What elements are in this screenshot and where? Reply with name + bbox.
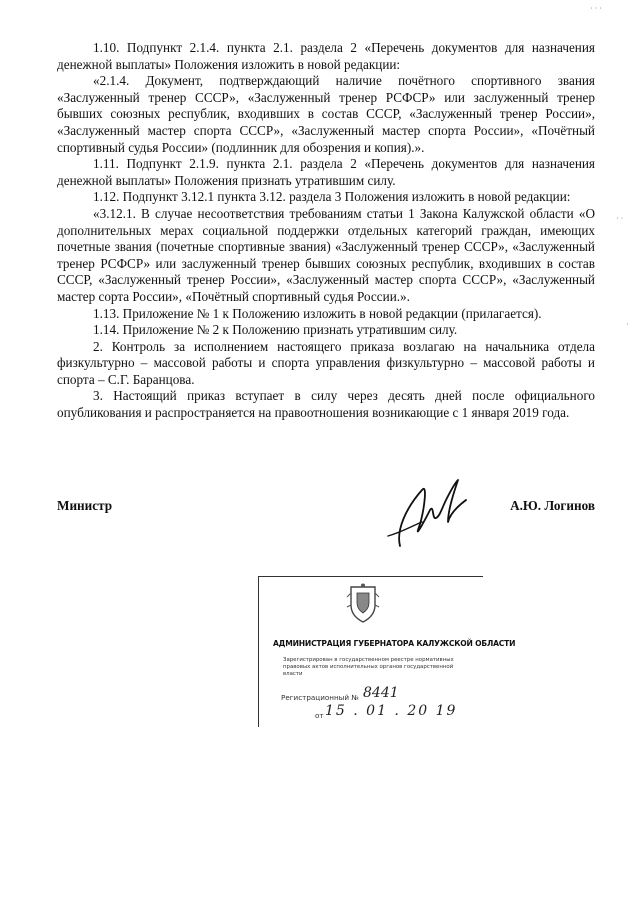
stamp-reg-number: 8441: [363, 685, 399, 701]
registration-stamp: [258, 576, 516, 727]
paragraph-1-12: 1.12. Подпункт 3.12.1 пункта 3.12. раздела 3 Положения изложить в новой редакции:: [93, 189, 571, 205]
paragraph-3-12-1-quote: «3.12.1. В случае несоответствия требованиям статьи 1 Закона Калужской области «О дополнительных мерах социальной поддержки отдельных категорий граждан, имеющих почетные звания (почетные спортивные звания) «Заслуженный тренер СССР», «Заслуженный тренер РСФСР» или заслуженный тренер бывших союзных республик, входивших в состав СССР, «Заслуженный тренер России», «Заслуженный мастер спорта СССР», «Заслуженный мастер сорта России», «Почётный спортивный судья России.».: [57, 205, 595, 304]
paragraph-2-control: 2. Контроль за исполнением настоящего приказа возлагаю на начальника отдела физкультурно – массовой работы и спорта управления физкультурно – массовой работы и спорта – С.Г. Баранцова.: [57, 338, 595, 387]
handwritten-signature: [378, 470, 478, 552]
stamp-date-handwritten: 15 . 01 . 20 19: [325, 703, 458, 719]
document-body: [57, 40, 595, 422]
stamp-line: Зарегистрирован в государственном реестре нормативных: [283, 657, 454, 663]
stamp-reg-label: Регистрационный №: [281, 693, 359, 702]
paragraph-1-13: 1.13. Приложение № 1 к Положению изложить в новой редакции (прилагается).: [93, 305, 542, 321]
scan-artifact: · · ·: [590, 4, 602, 13]
stamp-date-label: от: [315, 711, 324, 720]
paragraph-1-11: 1.11. Подпункт 2.1.9. пункта 2.1. раздела 2 «Перечень документов для назначения денежной выплаты» Положения признать утратившим силу.: [57, 156, 595, 188]
stamp-line: власти: [283, 671, 303, 677]
scan-artifact: · ·: [616, 214, 624, 223]
stamp-line: правовых актов исполнительных органов государственной: [283, 664, 454, 670]
stamp-organization: АДМИНИСТРАЦИЯ ГУБЕРНАТОРА КАЛУЖСКОЙ ОБЛАСТИ: [273, 639, 516, 648]
paragraph-1-10: 1.10. Подпункт 2.1.4. пункта 2.1. раздела 2 «Перечень документов для назначения денежной выплаты» Положения изложить в новой редакции:: [57, 40, 595, 72]
scan-artifact: ·: [626, 320, 629, 329]
paragraph-1-14: 1.14. Приложение № 2 к Положению признать утратившим силу.: [93, 322, 458, 338]
stamp-registration-text: [283, 657, 483, 678]
signatory-title: Министр: [57, 498, 113, 513]
coat-of-arms-icon: [345, 583, 381, 623]
paragraph-3-effective: 3. Настоящий приказ вступает в силу через десять дней после официального опубликования и распространяется на правоотношения возникающие с 1 января 2019 года.: [57, 388, 595, 421]
signatory-name: А.Ю. Логинов: [510, 498, 595, 513]
paragraph-2-1-4-quote: «2.1.4. Документ, подтверждающий наличие почётного спортивного звания «Заслуженный тренер СССР», «Заслуженный тренер РСФСР» или заслуженный тренер бывших союзных республик, входивших в состав СССР, «Заслуженный тренер России», «Заслуженный мастер спорта СССР», «Заслуженный мастер спорта России», «Почётный спортивный судья России» (подлинник для обозрения и копия).».: [57, 73, 595, 155]
